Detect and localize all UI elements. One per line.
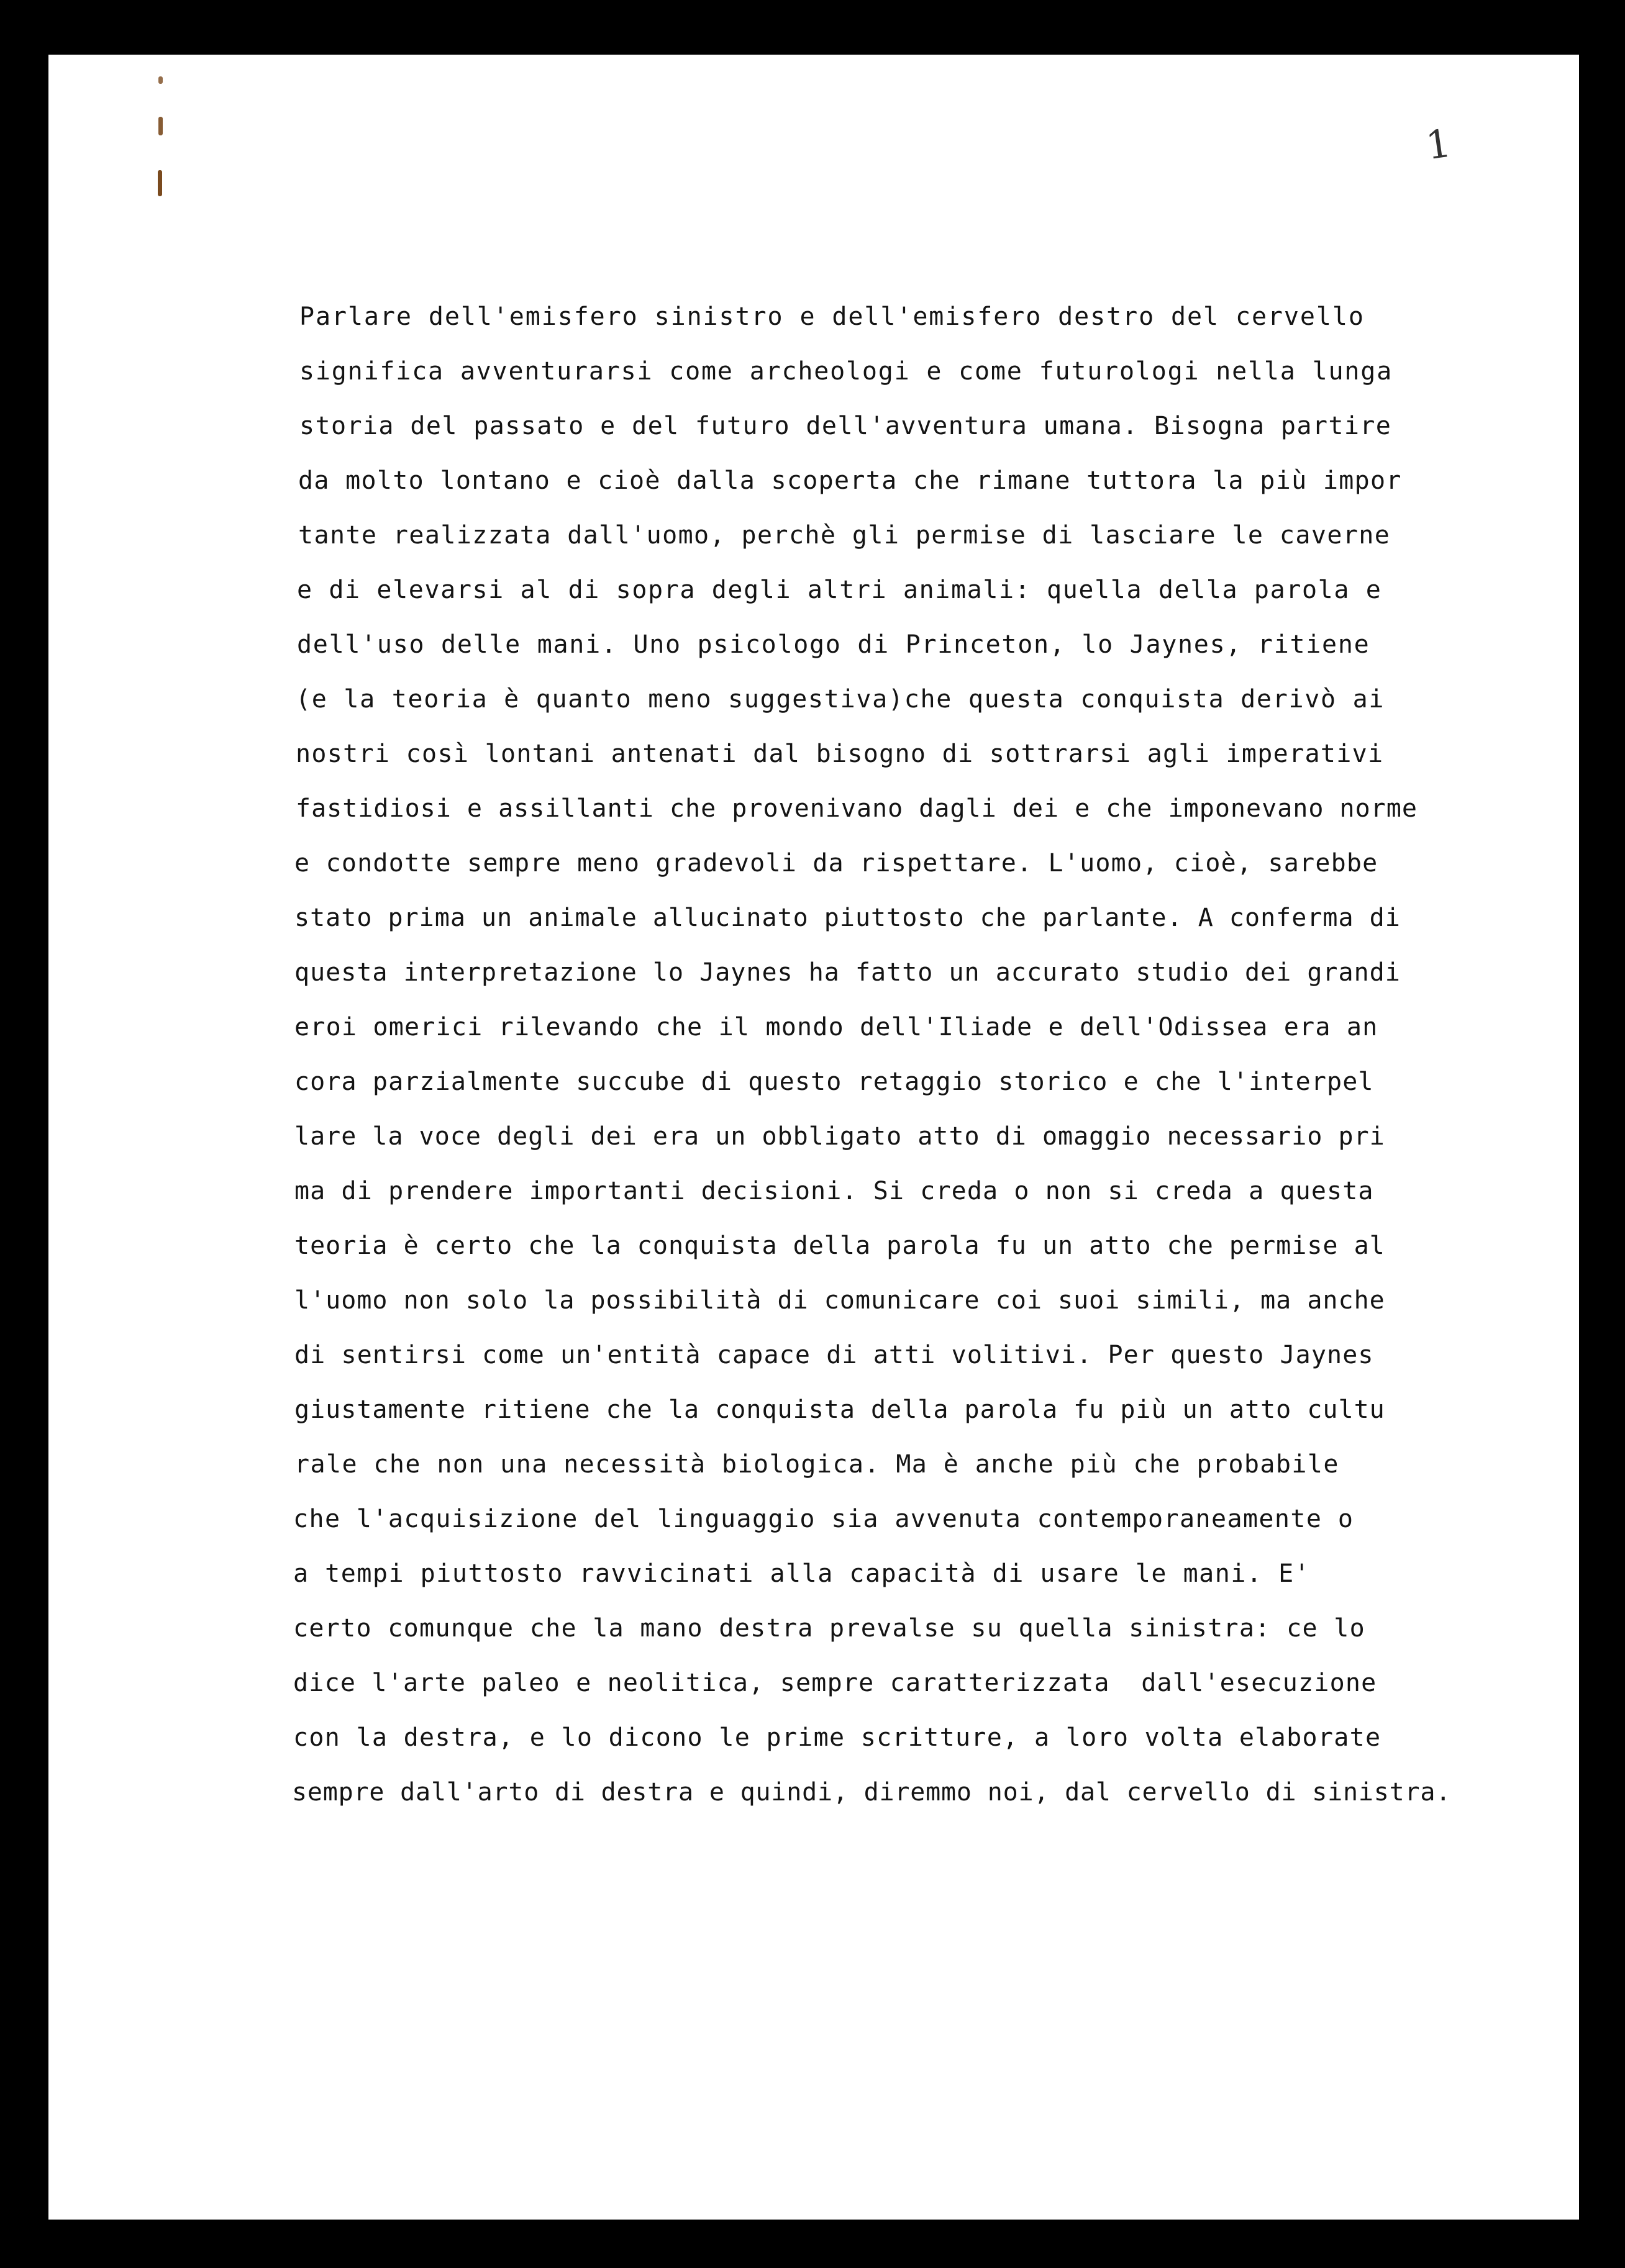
text-line: (e la teoria è quanto meno suggestiva)che questa conquista derivò ai (296, 685, 1385, 714)
text-line: tante realizzata dall'uomo, perchè gli permise di lasciare le caverne (298, 521, 1391, 550)
text-line: stato prima un animale allucinato piuttosto che parlante. A conferma di (294, 904, 1401, 932)
text-line: sempre dall'arto di destra e quindi, diremmo noi, dal cervello di sinistra. (292, 1778, 1452, 1807)
text-line: che l'acquisizione del linguaggio sia avvenuta contemporaneamente o (293, 1505, 1354, 1533)
typewritten-page (48, 55, 1579, 2220)
text-line: nostri così lontani antenati dal bisogno di sottrarsi agli imperativi (296, 740, 1384, 768)
text-line: a tempi piuttosto ravvicinati alla capacità di usare le mani. E' (293, 1559, 1311, 1588)
page-number: 1 (1423, 120, 1454, 169)
text-line: l'uomo non solo la possibilità di comunicare coi suoi simili, ma anche (294, 1286, 1385, 1315)
text-line: giustamente ritiene che la conquista della parola fu più un atto cultu (294, 1395, 1385, 1424)
text-line: di sentirsi come un'entità capace di atti volitivi. Per questo Jaynes (294, 1341, 1374, 1369)
text-line: ma di prendere importanti decisioni. Si creda o non si creda a questa (294, 1177, 1374, 1205)
text-line: dice l'arte paleo e neolitica, sempre caratterizzata dall'esecuzione (293, 1669, 1377, 1697)
text-line: questa interpretazione lo Jaynes ha fatto un accurato studio dei grandi (294, 958, 1401, 987)
text-line: da molto lontano e cioè dalla scoperta che rimane tuttora la più impor (298, 466, 1402, 495)
text-line: e condotte sempre meno gradevoli da rispettare. L'uomo, cioè, sarebbe (294, 849, 1378, 878)
text-line: con la destra, e lo dicono le prime scritture, a loro volta elaborate (293, 1723, 1381, 1752)
text-line: dell'uso delle mani. Uno psicologo di Princeton, lo Jaynes, ritiene (297, 630, 1370, 659)
text-line: eroi omerici rilevando che il mondo dell'Iliade e dell'Odissea era an (294, 1013, 1378, 1041)
body-text (48, 55, 1579, 2220)
text-line: Parlare dell'emisfero sinistro e dell'emisfero destro del cervello (299, 302, 1365, 331)
text-line: certo comunque che la mano destra prevalse su quella sinistra: ce lo (293, 1614, 1365, 1643)
text-line: storia del passato e del futuro dell'avventura umana. Bisogna partire (299, 412, 1392, 440)
text-line: e di elevarsi al di sopra degli altri animali: quella della parola e (297, 576, 1382, 604)
text-line: significa avventurarsi come archeologi e come futurologi nella lunga (299, 357, 1393, 386)
text-line: lare la voce degli dei era un obbligato atto di omaggio necessario pri (294, 1122, 1385, 1151)
text-line: cora parzialmente succube di questo retaggio storico e che l'interpel (294, 1068, 1374, 1096)
text-line: fastidiosi e assillanti che provenivano dagli dei e che imponevano norme (296, 794, 1418, 823)
text-line: teoria è certo che la conquista della parola fu un atto che permise al (294, 1232, 1385, 1260)
text-line: rale che non una necessità biologica. Ma è anche più che probabile (294, 1450, 1339, 1479)
